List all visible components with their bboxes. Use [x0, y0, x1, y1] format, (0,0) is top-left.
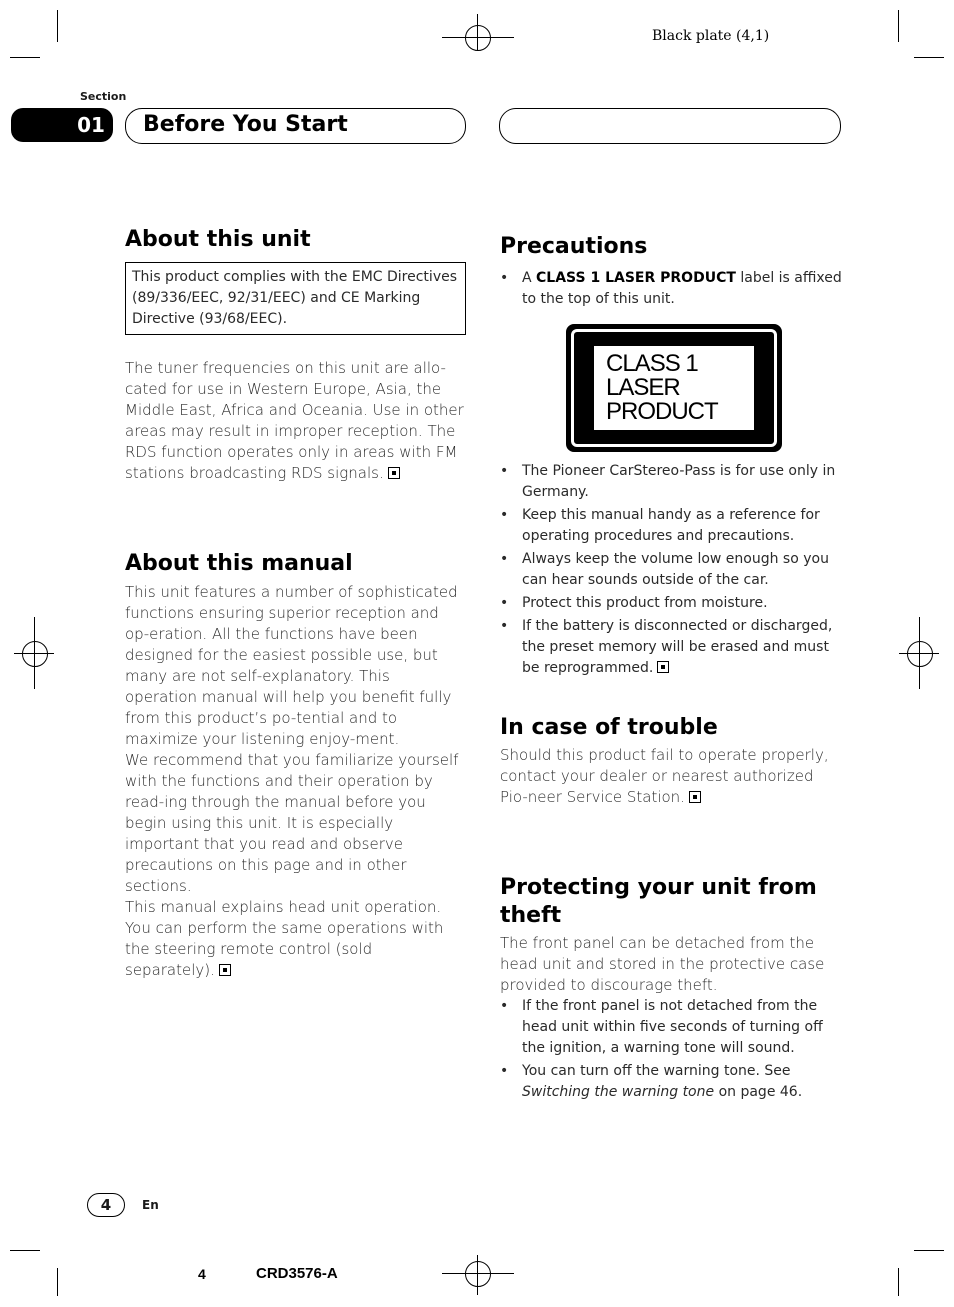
print-page-number: 4 [198, 1266, 206, 1282]
about-manual-p3-wrap [125, 897, 466, 981]
about-unit-section [125, 226, 466, 484]
precautions-heading: Precautions [500, 234, 648, 259]
list-item: • If the front panel is not detached from the head unit within five seconds of turning off the ignition, a warning tone will sound. [500, 996, 842, 1059]
theft-list [500, 996, 842, 1103]
end-mark-icon [219, 964, 231, 976]
theft-heading: Protecting your unit from theft [500, 875, 817, 928]
about-unit-body [125, 358, 466, 484]
list-item: • The Pioneer CarStereo-Pass is for use only in Germany. [500, 461, 842, 503]
trouble-section [500, 714, 842, 808]
laser-label-text: CLASS 1 LASER PRODUCT [594, 346, 754, 430]
theft-section [500, 874, 842, 1105]
theft-body: The front panel can be detached from the head unit and stored in the protective case provided to discourage theft. [500, 934, 825, 994]
section-title: Before You Start [143, 112, 348, 137]
trouble-body: Should this product fail to operate properly, contact your dealer or nearest authorized Pio-neer Service Station. [500, 746, 829, 806]
plate-label: Black plate (4,1) [652, 28, 770, 44]
about-manual-p3: This manual explains head unit operation. You can perform the same operations with the steering remote control (sold separately). [125, 898, 444, 979]
section-label: Section [80, 90, 127, 103]
laser-product-label [566, 324, 782, 452]
section-title-box [125, 108, 466, 144]
about-unit-heading: About this unit [125, 227, 311, 252]
section-number: 01 [11, 108, 113, 142]
language-label: En [142, 1198, 159, 1212]
end-mark-icon [388, 467, 400, 479]
about-unit-text: The tuner frequencies on this unit are allo-cated for use in Western Europe, Asia, the Middle East, Africa and Oceania. Use in other areas may result in improper reception. The RDS function operates only in areas with FM stations broadcasting RDS signals. [125, 359, 464, 482]
list-item: • Always keep the volume low enough so you can hear sounds outside of the car. [500, 549, 842, 591]
emc-note: This product complies with the EMC Directives (89/336/EEC, 92/31/EEC) and CE Marking Directive (93/68/EEC). [125, 262, 466, 335]
trouble-body-wrap [500, 745, 842, 808]
end-mark-icon [657, 661, 669, 673]
list-item: • A CLASS 1 LASER PRODUCT label is affixed to the top of this unit. [500, 268, 842, 310]
list-item: • Protect this product from moisture. [500, 593, 842, 614]
list-item: • Keep this manual handy as a reference for operating procedures and precautions. [500, 505, 842, 547]
about-manual-heading: About this manual [125, 551, 353, 576]
about-manual-section [125, 550, 466, 981]
empty-header-box [499, 108, 841, 144]
page-number: 4 [87, 1193, 125, 1217]
end-mark-icon [689, 791, 701, 803]
trouble-heading: In case of trouble [500, 715, 718, 740]
document-code: CRD3576-A [256, 1265, 338, 1282]
about-manual-p2: We recommend that you familiarize yourself with the functions and their operation by read-ing through the manual before you begin using this unit. It is especially important that you read and observe precautions on this page and in other sections. [125, 751, 459, 895]
precautions-list-1 [500, 268, 842, 310]
about-manual-p1: This unit features a number of sophisticated functions ensuring superior reception and op-eration. All the functions have been designed for the easiest possible use, but many are not self-explanatory. This operation manual will help you benefit fully from this product’s po-tential and to maximize your listening enjoy-ment. [125, 583, 458, 748]
precautions-section [500, 233, 842, 681]
list-item: • If the battery is disconnected or discharged, the preset memory will be erased and must be reprogrammed. [500, 616, 842, 679]
list-item: • You can turn off the warning tone. See Switching the warning tone on page 46. [500, 1061, 842, 1103]
precautions-list-2 [500, 461, 842, 679]
